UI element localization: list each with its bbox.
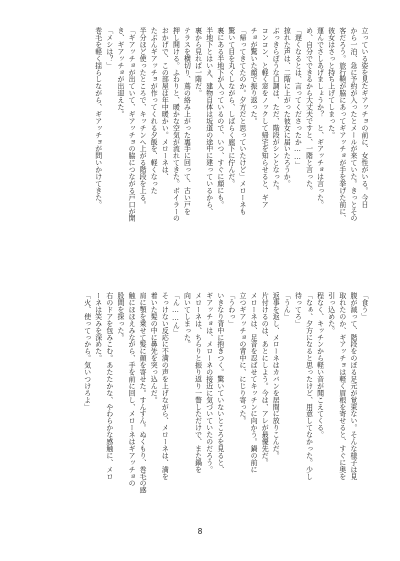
text-line: 「なぁ、夕方になると思ったけど、用意してなかった。少し — [304, 292, 313, 480]
lower-text-block — [40, 292, 369, 524]
text-line: 「ギアッチョが出ていて、ギアッチョの脇につながる戸口が開 — [127, 27, 136, 222]
text-line: から一泊、急に予約が入ったとメールが来ていた。きっとその — [348, 27, 357, 222]
text-line: ぶっきらぼうな口調は、ただ、階段がシンとなった。 — [271, 27, 280, 194]
text-line: 腹が減って、階段をのぼる足元が覚束ない。そんな様子は見 — [348, 292, 357, 480]
text-line: いきなり背中に抱きつく。驚いていないところを見ると、 — [215, 292, 224, 473]
text-line: おかげで、この部屋は年中暖かい。メローネは、 — [160, 27, 169, 180]
text-line: 股間を探った。 — [115, 292, 124, 341]
upper-text-block — [40, 27, 369, 259]
text-line: 程なく、キッチンから軽い音が聞こえてくる。 — [315, 292, 324, 438]
text-line: 右のドアを包みこむ。あたたかな、やわらかな感触に、メロ — [104, 292, 113, 480]
text-line: 掠れた声は、二階に上がった彼女に届いたろうか。 — [282, 27, 291, 187]
text-line: 「帰ってきてたのか。夕方だと思っていたけど」メローネも — [237, 27, 246, 215]
text-line: 引っ込めた。 — [326, 292, 335, 334]
text-line: 客だろう。旅行鞄が脇にあってギアッチョが手を挙げた前に、 — [337, 27, 346, 222]
text-line: 「ん……ん」 — [171, 292, 180, 336]
text-line: き、ギアッチョが出迎えた。 — [115, 27, 124, 118]
text-line: 「火、使ってっから。気いつけろよ」 — [82, 292, 91, 411]
text-line: メローネは、足音を忍ばせてキッチンに向かう。鍋の前に — [249, 292, 258, 473]
text-line: 運んでさしあげましょうか？ と、ギアッチョは言った。 — [315, 27, 324, 208]
text-line: そっけない反応に不満の声を上げながら、メローネは、満を — [160, 292, 169, 480]
text-line: 裏にある半地下が入っているので、いつ、すぐに顔にも。 — [215, 27, 224, 208]
text-line: コンコン、と軽く窓をノックして帰宅を知らせると、ギア — [260, 27, 269, 208]
text-line: 取れたのか、ギアッチョは軽く眉根を寄せると、すぐに奥を — [337, 292, 346, 480]
text-line: 彼女はさっと持ち上げてしまった。 — [326, 27, 335, 139]
text-line: め、自分でできるから大丈夫ですと、一階と言った。 — [304, 27, 313, 194]
text-line: 返事を返し、メローネはカバンを居間に放りこんだ。 — [271, 292, 280, 459]
text-line: 半地下とはいえ、建物自体は坂道の途中に建っているから、 — [204, 27, 213, 215]
text-line: メローネは、ちらりと振り返り一瞥しただけで、また鍋を — [193, 292, 202, 473]
text-line: 立っている姿を見たギアッチョの前に、女性がいる。今日 — [360, 27, 368, 208]
text-line: 半分ほど使ったところで、キッチンへ上がる階段を上る。 — [138, 27, 147, 208]
text-line: ギアッチョは、メローネの接近に気づいていたのだろう。 — [204, 292, 213, 473]
text-line: チョが驚いた顔で振り返った。 — [249, 27, 258, 125]
text-line: 触にほほえみながら、手を前に回し、メローネはギアッチョの — [127, 292, 136, 487]
text-line: 立つギアッチョの背中に、にじり寄った。 — [237, 292, 246, 425]
text-line: 片付けるのは、あとにしよう。今は、アレが最優先だ。 — [260, 292, 269, 466]
text-line: 向いてしまった。 — [182, 292, 191, 348]
text-line: 「うわっ」 — [226, 292, 235, 327]
page-number: 8 — [197, 527, 203, 536]
text-line: 「遅くなるとは、言ってくださったか……」 — [293, 27, 302, 169]
text-line: 「食う」 — [360, 292, 368, 320]
text-line: 「メシは？」 — [104, 27, 113, 69]
text-line: テラスを横切り、蔦の絡み上がった裏手に回って、古い戸を — [182, 27, 191, 215]
text-line: 裏から見れば一階だ。 — [193, 27, 202, 97]
text-line: 驚いて目を丸くしながら、しばらく廊下に佇んだ。 — [226, 27, 235, 187]
text-line: たぶんギアッチョが作ってくれる夕飯を、軽くなった — [149, 27, 158, 194]
text-line: 巻毛を軽く揺らしながら、ギアッチョが問いかけてきた。 — [93, 27, 102, 208]
text-line: 肩に顎を乗せて髪に顔を寄せた。すんすん。ぬくもり、巻毛の感 — [138, 292, 147, 494]
text-line: 着いた髪の中に鼻先を突っ込んだ。 — [149, 292, 158, 404]
text-line: ーネは笑みを深めた。 — [93, 292, 102, 362]
text-line: 押し開ける。ふわりと、暖かな空気が流れてきた。ボイラーの — [171, 27, 180, 222]
text-line: 待ってろ」 — [293, 292, 302, 327]
text-line: 「うん」 — [282, 292, 291, 320]
